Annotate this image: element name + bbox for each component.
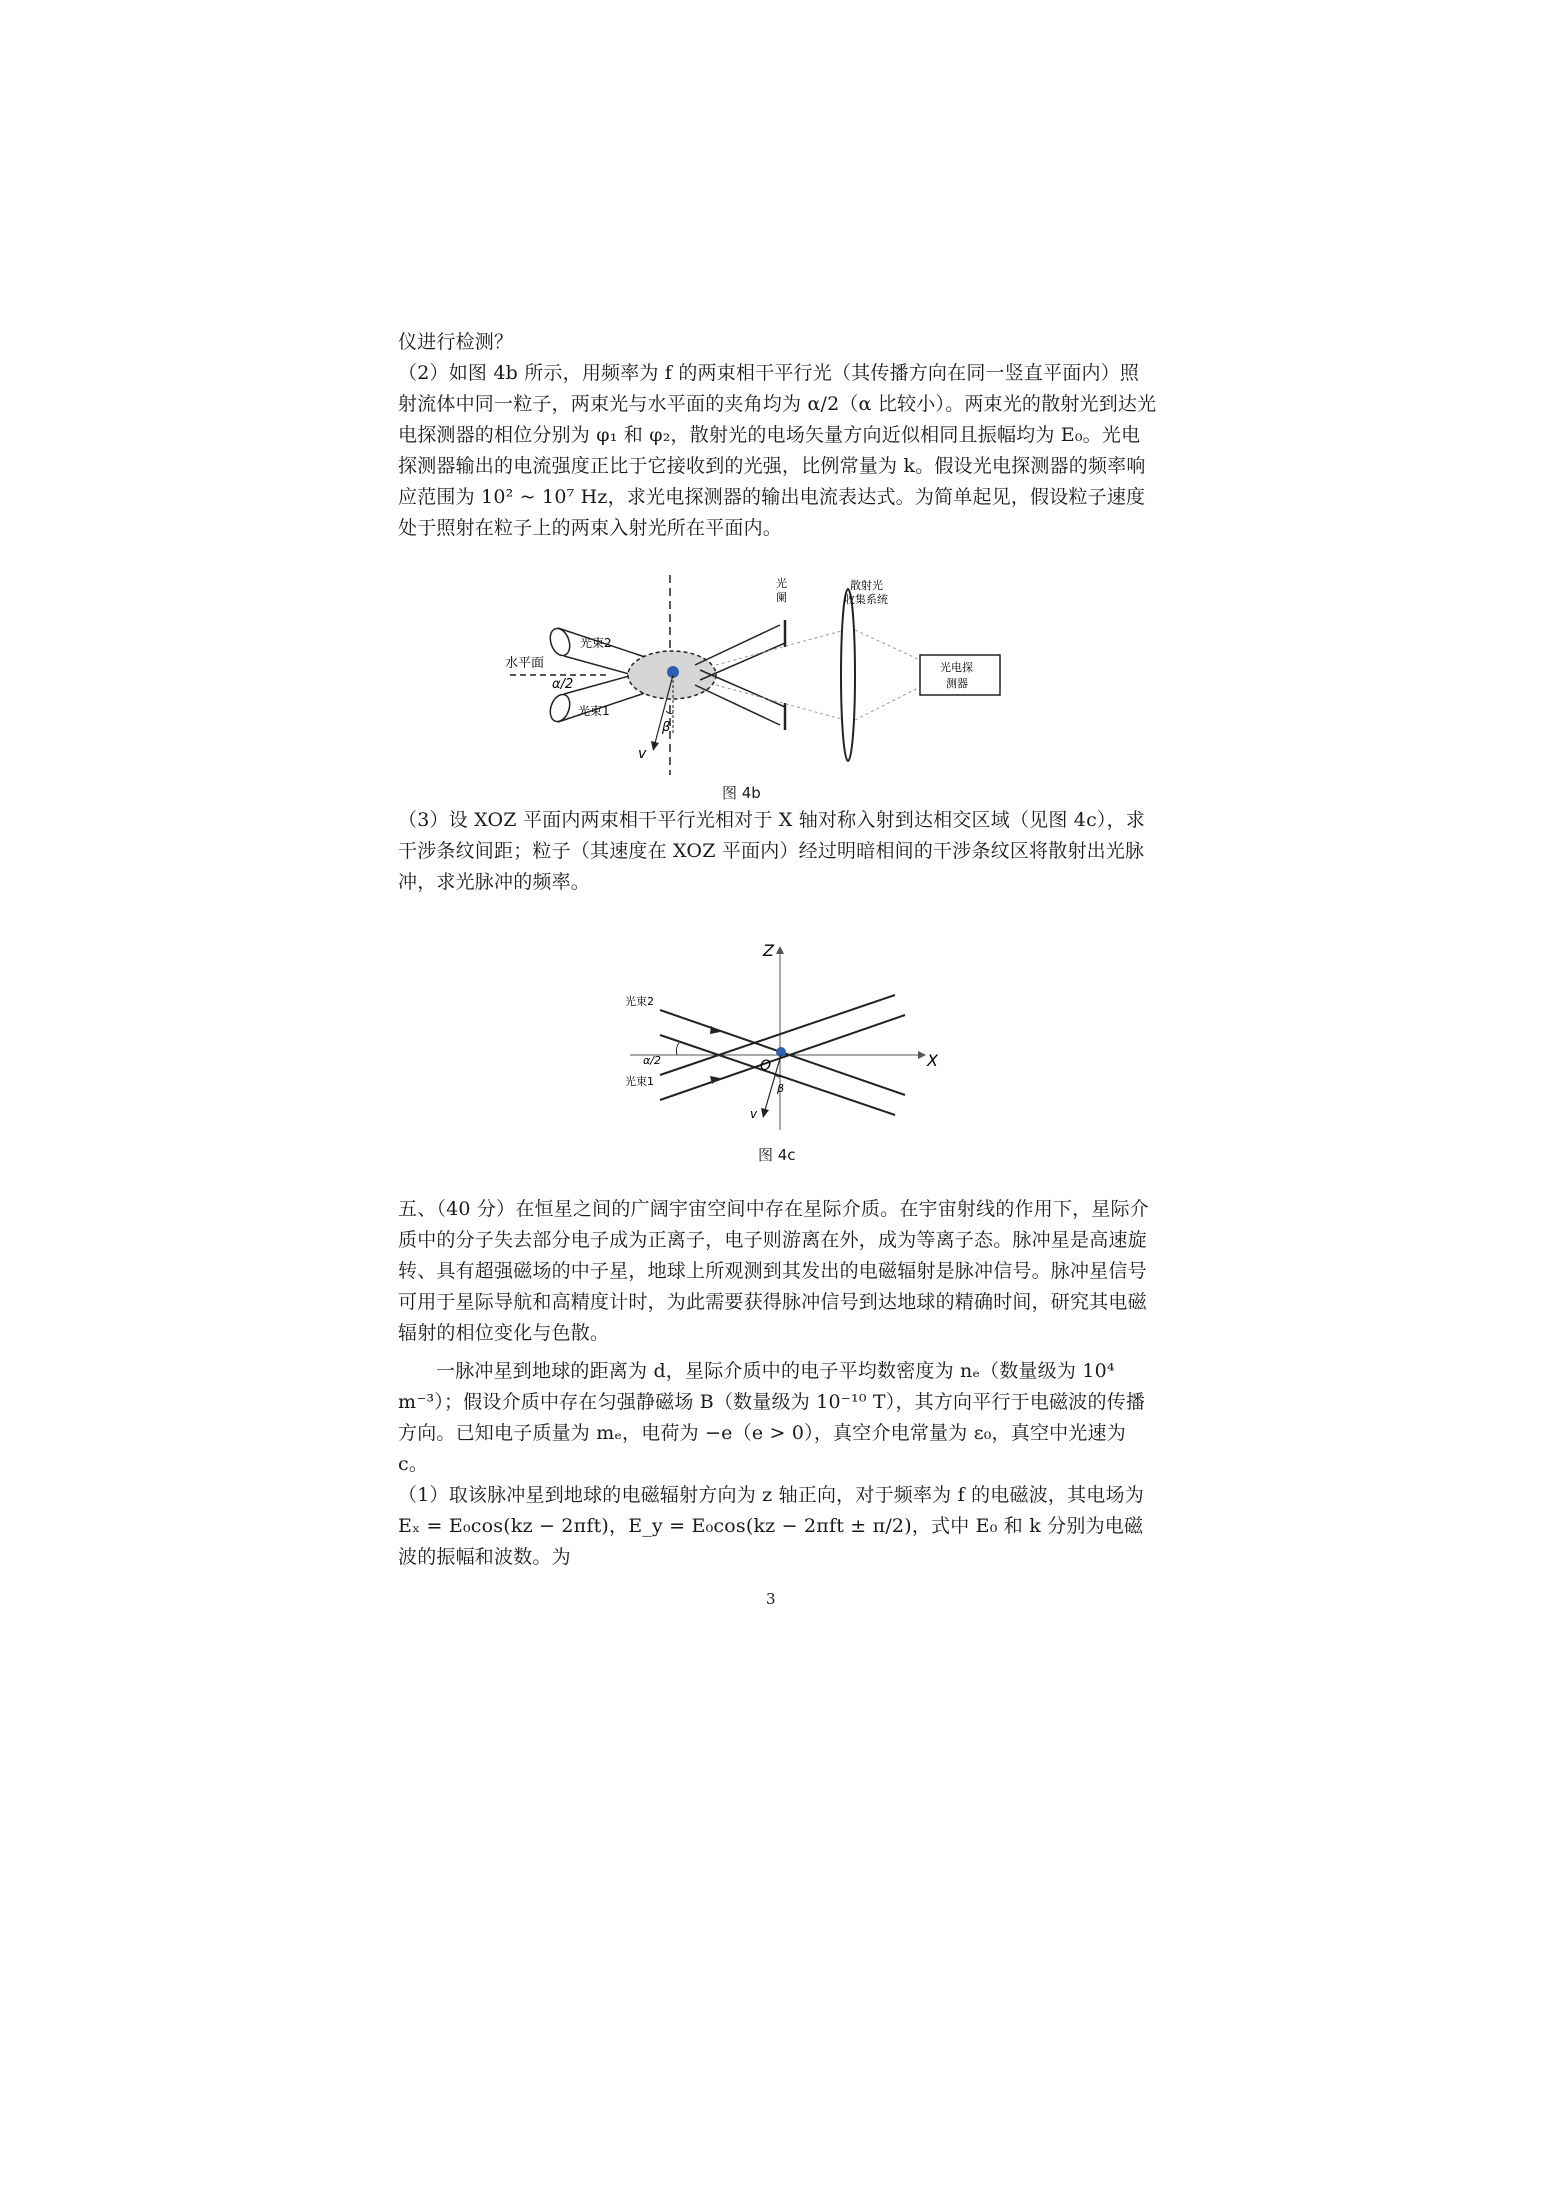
label-stop-1: 光 (776, 577, 787, 590)
label-stop-2: 阑 (776, 591, 787, 604)
label-horizontal-plane: 水平面 (505, 656, 545, 671)
question-5-intro: 五、（40 分）在恒星之间的广阔宇宙空间中存在星际介质。在宇宙射线的作用下，星际介质中的分子失去部分电子成为正离子，电子则游离在外，成为等离子态。脉冲星是高速旋转、具有超强磁场的中子星，地球上所观测到其发出的电磁辐射是脉冲信号。脉冲星信号可用于星际导航和高精度计时，为此需要获得脉冲信号到达地球的精确时间，研究其电磁辐射的相位变化与色散。 (398, 1198, 1149, 1344)
label-collector-2: 收集系统 (844, 593, 888, 606)
figure-4c-caption: 图 4c (758, 1146, 796, 1164)
label-alpha-half-4c: α/2 (643, 1054, 661, 1067)
label-beam-2: 光束2 (580, 636, 612, 650)
question-3-text: （3）设 XOZ 平面内两束相干平行光相对于 X 轴对称入射到达相交区域（见图 4c），求干涉条纹间距；粒子（其速度在 XOZ 平面内）经过明暗相间的干涉条纹区将散射出光脉冲，求光脉冲的频率。 (398, 809, 1146, 893)
q2-continuation-line: 仪进行检测？ (398, 331, 514, 353)
label-collector-1: 散射光 (850, 579, 883, 592)
figure-4c (615, 940, 955, 1135)
label-alpha-half: α/2 (552, 677, 574, 692)
question-5-part-1: （1）取该脉冲星到地球的电磁辐射方向为 z 轴正向，对于频率为 f 的电磁波，其电场为 Eₓ = E₀cos(kz − 2πft)，E_y = E₀cos(kz − 2πft ± π/2)，式中 E₀ 和 k 分别为电磁波的振幅和波数。为 (398, 1484, 1144, 1568)
figure-4b-caption: 图 4b (722, 784, 761, 802)
label-detector-1: 光电探 (940, 661, 973, 674)
label-beam-1-4c: 光束1 (625, 1075, 654, 1088)
page-number: 3 (766, 1590, 776, 1608)
label-beam-2-4c: 光束2 (625, 995, 654, 1008)
label-x-axis: X (927, 1051, 938, 1070)
question-5-conditions: 一脉冲星到地球的距离为 d，星际介质中的电子平均数密度为 nₑ（数量级为 10⁴ m⁻³）；假设介质中存在匀强静磁场 B（数量级为 10⁻¹⁰ T），其方向平行于电磁波的传播方向。已知电子质量为 mₑ，电荷为 −e（e > 0），真空介电常量为 ε₀，真空中光速为 c。 (398, 1360, 1146, 1475)
figure-4b (490, 575, 1030, 775)
label-beta-4c: β (777, 1082, 785, 1095)
label-origin: O (760, 1058, 772, 1074)
label-detector-2: 测器 (946, 677, 968, 690)
label-velocity-4c: v (750, 1107, 758, 1121)
question-2-text: （2）如图 4b 所示，用频率为 f 的两束相干平行光（其传播方向在同一竖直平面内）照射流体中同一粒子，两束光与水平面的夹角均为 α/2（α 比较小）。两束光的散射光到达光电探测器的相位分别为 φ₁ 和 φ₂，散射光的电场矢量方向近似相同且振幅均为 E₀。光电探测器输出的电流强度正比于它接收到的光强，比例常量为 k。假设光电探测器的频率响应范围为 10² ~ 10⁷ Hz，求光电探测器的输出电流表达式。为简单起见，假设粒子速度处于照射在粒子上的两束入射光所在平面内。 (398, 362, 1157, 539)
label-beta: β (662, 720, 671, 735)
label-velocity: v (638, 746, 647, 762)
label-beam-1: 光束1 (578, 704, 610, 718)
label-z-axis: Z (763, 941, 774, 960)
